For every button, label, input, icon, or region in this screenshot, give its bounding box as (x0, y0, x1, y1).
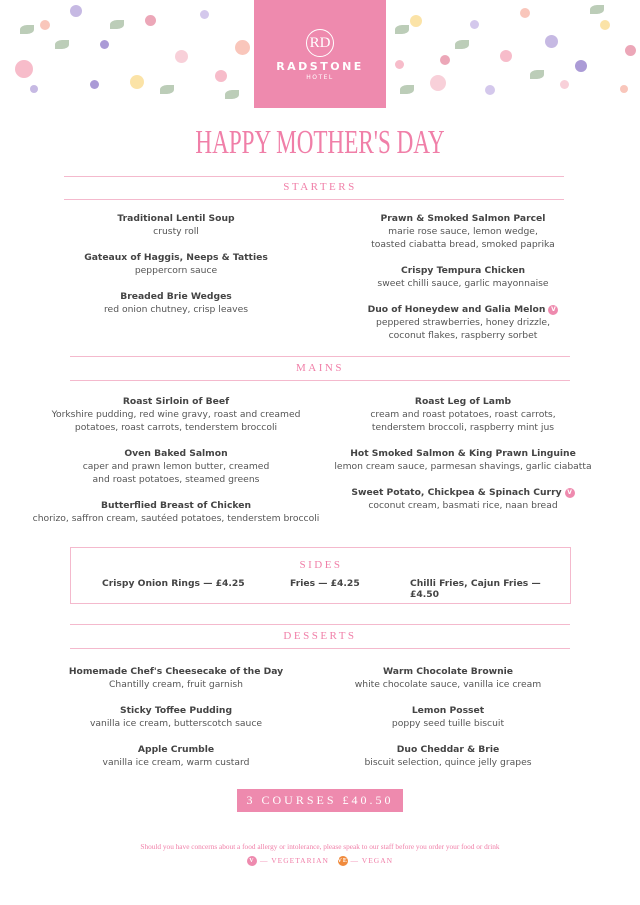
menu-item (313, 395, 613, 434)
leaf-icon (395, 25, 409, 34)
sides-heading: SIDES (299, 559, 343, 571)
flower-icon (470, 20, 479, 29)
flower-icon (430, 75, 446, 91)
monogram-logo: RD (306, 29, 334, 57)
menu-item-title: Warm Chocolate Brownie (382, 666, 514, 677)
hotel-name: RADSTONE (276, 60, 364, 73)
menu-item-description: Chantilly cream, fruit garnish (109, 679, 243, 690)
divider (70, 648, 570, 649)
flower-icon (575, 60, 587, 72)
menu-item (26, 212, 326, 238)
flower-icon (90, 80, 99, 89)
menu-item-description: red onion chutney, crisp leaves (103, 304, 249, 315)
menu-item-description: caper and prawn lemon butter, creamed and roast potatoes, steamed greens (82, 461, 270, 485)
flower-icon (235, 40, 250, 55)
flower-icon (620, 85, 628, 93)
flower-icon (440, 55, 450, 65)
side-item: Chilli Fries, Cajun Fries — £4.50 (410, 578, 541, 600)
mains-left (26, 395, 326, 538)
dietary-legend (0, 856, 640, 866)
menu-item-title: Sweet Potato, Chickpea & Spinach Curry (351, 487, 562, 498)
leaf-icon (590, 5, 604, 14)
menu-item-title: Gateaux of Haggis, Neeps & Tatties (84, 252, 268, 263)
menu-item (26, 665, 326, 691)
flower-icon (15, 60, 33, 78)
flower-icon (200, 10, 209, 19)
side-item: Fries — £4.25 (290, 578, 360, 589)
menu-item-description: cream and roast potatoes, roast carrots, tenderstem broccoli, raspberry mint jus (370, 409, 556, 433)
menu-item (26, 499, 326, 525)
price-banner: 3 COURSES £40.50 (237, 789, 403, 812)
starters-right (313, 212, 613, 355)
allergy-note: Should you have concerns about a food allergy or intolerance, please speak to our staff before you order your food or drink (140, 842, 500, 851)
flower-icon (625, 45, 636, 56)
menu-item-title: Roast Sirloin of Beef (122, 396, 230, 407)
menu-item (313, 303, 613, 342)
divider (64, 176, 564, 177)
flower-icon (70, 5, 82, 17)
menu-item-title: Duo Cheddar & Brie (396, 744, 500, 755)
leaf-icon (530, 70, 544, 79)
vegan-label: — VEGAN (350, 856, 394, 865)
menu-item-description: marie rose sauce, lemon wedge, toasted ciabatta bread, smoked paprika (371, 226, 555, 250)
flower-icon (500, 50, 512, 62)
flower-icon (145, 15, 156, 26)
divider (70, 356, 570, 357)
flower-icon (175, 50, 188, 63)
flower-icon (30, 85, 38, 93)
menu-item (298, 665, 598, 691)
menu-item-title: Crispy Tempura Chicken (400, 265, 526, 276)
vegetarian-label: — VEGETARIAN (259, 856, 329, 865)
vegetarian-badge-icon: V (548, 305, 558, 315)
menu-item-description: peppered strawberries, honey drizzle, coconut flakes, raspberry sorbet (375, 317, 550, 341)
menu-item (313, 486, 613, 512)
menu-item-title: Lemon Posset (411, 705, 485, 716)
flower-icon (485, 85, 495, 95)
sides-box (70, 547, 571, 604)
flower-icon (215, 70, 227, 82)
menu-item-title: Traditional Lentil Soup (117, 213, 235, 224)
menu-item (26, 395, 326, 434)
menu-item-description: peppercorn sauce (134, 265, 218, 276)
starters-left (26, 212, 326, 329)
desserts-heading: DESSERTS (283, 630, 357, 642)
menu-item-description: sweet chilli sauce, garlic mayonnaise (377, 278, 549, 289)
menu-item (26, 251, 326, 277)
flower-icon (395, 60, 404, 69)
leaf-icon (455, 40, 469, 49)
leaf-icon (160, 85, 174, 94)
menu-item-description: chorizo, saffron cream, sautéed potatoes, tenderstem broccoli (32, 513, 320, 524)
menu-item-description: lemon cream sauce, parmesan shavings, garlic ciabatta (334, 461, 592, 472)
desserts-right (298, 665, 598, 782)
menu-item-description: vanilla ice cream, butterscotch sauce (89, 718, 263, 729)
divider (64, 199, 564, 200)
menu-item-title: Hot Smoked Salmon & King Prawn Linguine (350, 448, 576, 459)
flower-icon (40, 20, 50, 30)
divider (70, 380, 570, 381)
menu-item-title: Apple Crumble (137, 744, 215, 755)
flower-icon (130, 75, 144, 89)
vegetarian-badge-icon: V (247, 856, 257, 866)
menu-item-description: coconut cream, basmati rice, naan bread (368, 500, 558, 511)
leaf-icon (55, 40, 69, 49)
flower-icon (100, 40, 109, 49)
menu-item-description: poppy seed tuille biscuit (391, 718, 505, 729)
menu-item (313, 264, 613, 290)
divider (70, 624, 570, 625)
desserts-left (26, 665, 326, 782)
mains-right (313, 395, 613, 525)
leaf-icon (400, 85, 414, 94)
menu-item (26, 743, 326, 769)
flower-icon (410, 15, 422, 27)
menu-item-title: Breaded Brie Wedges (120, 291, 232, 302)
hotel-subtitle: HOTEL (306, 74, 334, 81)
menu-item-title: Oven Baked Salmon (124, 448, 228, 459)
menu-item-description: biscuit selection, quince jelly grapes (364, 757, 532, 768)
menu-item-title: Roast Leg of Lamb (414, 396, 512, 407)
vegan-badge-icon: VE (337, 858, 348, 865)
menu-item (313, 212, 613, 251)
leaf-icon (110, 20, 124, 29)
menu-item-description: white chocolate sauce, vanilla ice cream (354, 679, 542, 690)
menu-item (298, 704, 598, 730)
leaf-icon (225, 90, 239, 99)
flower-icon (600, 20, 610, 30)
menu-item-title: Duo of Honeydew and Galia Melon (367, 304, 546, 315)
menu-item-description: crusty roll (153, 226, 199, 237)
menu-item-title: Sticky Toffee Pudding (119, 705, 233, 716)
flower-icon (560, 80, 569, 89)
hotel-logo (254, 0, 386, 108)
menu-item-description: Yorkshire pudding, red wine gravy, roast and creamed potatoes, roast carrots, tenderstem broccoli (51, 409, 301, 433)
side-item: Crispy Onion Rings — £4.25 (102, 578, 245, 589)
menu-item (26, 447, 326, 486)
vegetarian-badge-icon: V (565, 488, 575, 498)
flower-icon (520, 8, 530, 18)
menu-item-description: vanilla ice cream, warm custard (102, 757, 250, 768)
menu-item (313, 447, 613, 473)
menu-item-title: Butterflied Breast of Chicken (100, 500, 252, 511)
menu-item (298, 743, 598, 769)
mains-heading: MAINS (296, 362, 344, 374)
page-title: HAPPY MOTHER'S DAY (195, 124, 445, 161)
menu-item (26, 290, 326, 316)
leaf-icon (20, 25, 34, 34)
menu-item-title: Prawn & Smoked Salmon Parcel (380, 213, 546, 224)
menu-item-title: Homemade Chef's Cheesecake of the Day (68, 666, 284, 677)
starters-heading: STARTERS (283, 181, 357, 193)
flower-icon (545, 35, 558, 48)
menu-item (26, 704, 326, 730)
